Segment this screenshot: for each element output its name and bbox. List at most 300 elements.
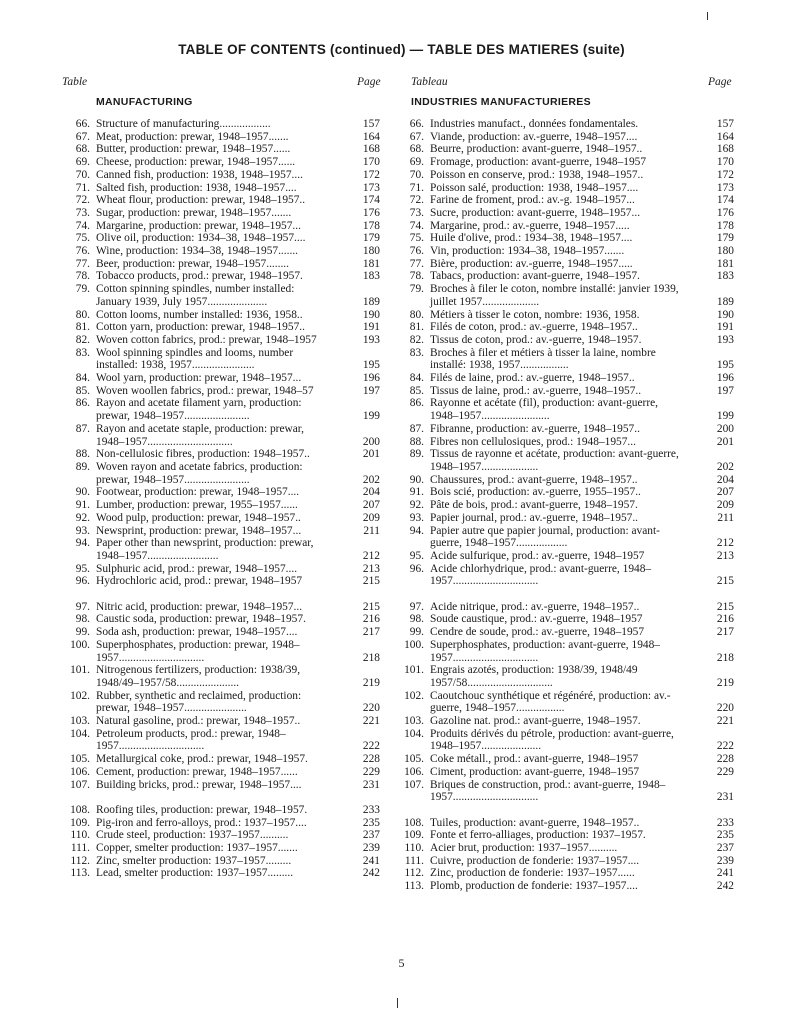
entry-title: Acier brut, production: 1937–1957..........: [430, 842, 618, 855]
left-toc-entry: [62, 639, 380, 664]
right-toc-entry: [396, 321, 734, 334]
entry-title: Cuivre, production de fonderie: 1937–1957....: [430, 854, 640, 867]
page-reference: 189: [716, 295, 734, 308]
page-reference: 181: [716, 257, 734, 270]
right-toc-entry: [396, 867, 734, 880]
page-reference: 181: [362, 257, 380, 270]
table-number: 109.: [404, 829, 424, 842]
left-toc-entry: [62, 575, 380, 588]
page-reference: 195: [716, 359, 734, 372]
page-reference: 239: [716, 854, 734, 867]
page-reference: 212: [716, 537, 734, 550]
entry-title: Metallurgical coke, prod.: prewar, 1948–1957.: [96, 753, 308, 766]
entry-title: Pâte de bois, prod.: avant-guerre, 1948–1957.: [430, 499, 638, 512]
table-number: 92.: [409, 499, 424, 512]
left-toc-entry: [62, 220, 380, 233]
table-number: 70.: [75, 168, 90, 181]
page-reference: 215: [716, 600, 734, 613]
table-number: 74.: [75, 219, 90, 232]
left-toc-entry: [62, 207, 380, 220]
entry-title: Sucre, production: avant-guerre, 1948–1957...: [430, 206, 641, 219]
right-toc-entry: [396, 766, 734, 779]
page-reference: 168: [362, 143, 380, 156]
right-section-heading: INDUSTRIES MANUFACTURIERES: [411, 96, 591, 108]
table-number: 97.: [75, 600, 90, 613]
entry-title: Produits dérivés du pétrole, production: avant-guerre, 1948–1957.....................: [430, 727, 674, 753]
entry-title: Lumber, production: prewar, 1955–1957......: [96, 499, 298, 512]
entry-title: Margarine, prod.: av.-guerre, 1948–1957.....: [430, 219, 630, 232]
left-toc-entry: [62, 194, 380, 207]
entry-title: Lead, smelter production: 1937–1957.........: [96, 867, 294, 880]
table-number: 105.: [404, 753, 424, 766]
page-reference: 200: [362, 435, 380, 448]
entry-title: Briques de construction, prod.: avant-guerre, 1948–1957..............................: [430, 778, 666, 804]
table-number: 87.: [75, 422, 90, 435]
right-toc-entry: [396, 436, 734, 449]
page-reference: 221: [716, 715, 734, 728]
page-reference: 164: [716, 130, 734, 143]
table-number: 113.: [404, 880, 424, 893]
entry-title: Filés de coton, prod.: av.-guerre, 1948–1957..: [430, 321, 638, 334]
entry-title: Tissus de coton, prod.: av.-guerre, 1948–1957.: [430, 333, 642, 346]
left-toc-entry: [62, 309, 380, 322]
page-reference: 229: [716, 765, 734, 778]
page-reference: 241: [716, 867, 734, 880]
left-toc-entry: [62, 867, 380, 880]
entry-title: Zinc, production de fonderie: 1937–1957......: [430, 867, 635, 880]
left-toc-entry: [62, 842, 380, 855]
table-number: 103.: [404, 715, 424, 728]
page-reference: 229: [362, 765, 380, 778]
page-reference: 174: [362, 194, 380, 207]
page-reference: 193: [362, 333, 380, 346]
table-number: 90.: [409, 473, 424, 486]
table-number: 69.: [75, 156, 90, 169]
table-number: 73.: [75, 206, 90, 219]
entry-title: Broches à filer et métiers à tisser la laine, nombre installé: 1938, 1957.................: [430, 346, 656, 372]
entry-title: Beurre, production: avant-guerre, 1948–1957..: [430, 143, 643, 156]
page-reference: 204: [362, 486, 380, 499]
entry-title: Soude caustique, prod.: av.-guerre, 1948–1957: [430, 613, 643, 626]
left-toc-entry: [62, 779, 380, 792]
table-number: 91.: [409, 486, 424, 499]
right-toc-entry: [396, 131, 734, 144]
entry-title: Rayon and acetate staple, production: prewar, 1948–1957..............................: [96, 422, 304, 448]
page-reference: 219: [362, 676, 380, 689]
entry-title: Gazoline nat. prod.: avant-guerre, 1948–1957.: [430, 715, 641, 728]
left-page-header: Page: [357, 76, 381, 88]
entry-title: Bois scié, production: av.-guerre, 1955–1957..: [430, 486, 641, 499]
page-reference: 157: [362, 118, 380, 130]
right-toc-entry: [396, 156, 734, 169]
table-number: 85.: [409, 384, 424, 397]
table-number: 101.: [70, 664, 90, 677]
table-number: 72.: [75, 194, 90, 207]
page-reference: 201: [716, 435, 734, 448]
page-reference: 173: [362, 181, 380, 194]
table-number: 104.: [404, 727, 424, 740]
table-number: 107.: [404, 778, 424, 791]
table-number: 91.: [75, 499, 90, 512]
table-number: 102.: [404, 689, 424, 702]
page-reference: 197: [716, 384, 734, 397]
table-number: 95.: [75, 562, 90, 575]
table-number: 105.: [70, 753, 90, 766]
right-toc-entry: [396, 842, 734, 855]
entry-title: Papier autre que papier journal, production: avant-guerre, 1948–1957..................: [430, 524, 660, 550]
right-toc-entry: [396, 829, 734, 842]
table-number: 99.: [409, 626, 424, 639]
page-reference: 190: [362, 308, 380, 321]
left-toc-entry: [62, 131, 380, 144]
table-number: 67.: [409, 130, 424, 143]
right-table-header: Tableau: [411, 76, 448, 88]
entry-title: Paper other than newsprint, production: prewar, 1948–1957.........................: [96, 537, 314, 562]
page-reference: 216: [362, 613, 380, 626]
table-number: 71.: [75, 181, 90, 194]
right-toc-entry: [396, 601, 734, 614]
left-toc-entry: [62, 486, 380, 499]
entry-title: Broches à filer le coton, nombre installé: janvier 1939, juillet 1957....................: [430, 283, 679, 308]
page-reference: 211: [717, 511, 734, 524]
entry-title: Petroleum products, prod.: prewar, 1948–1957..............................: [96, 727, 286, 753]
entry-title: Pig-iron and ferro-alloys, prod.: 1937–1957....: [96, 816, 307, 829]
table-number: 97.: [409, 600, 424, 613]
left-toc-entry: [62, 766, 380, 779]
entry-title: Cotton spinning spindles, number installed: January 1939, July 1957.....................: [96, 283, 295, 308]
table-number: 79.: [409, 283, 424, 296]
page-reference: 200: [716, 422, 734, 435]
entry-title: Coke métall., prod.: avant-guerre, 1948–1957: [430, 753, 639, 766]
entry-title: Viande, production: av.-guerre, 1948–1957....: [430, 130, 638, 143]
table-number: 80.: [75, 308, 90, 321]
left-toc-entry: [62, 334, 380, 347]
page-reference: 196: [362, 372, 380, 385]
page-reference: 196: [716, 372, 734, 385]
page-reference: 215: [362, 575, 380, 588]
table-number: 76.: [409, 245, 424, 258]
entry-title: Filés de laine, prod.: av.-guerre, 1948–1957..: [430, 372, 635, 385]
right-toc-entry: [396, 245, 734, 258]
table-number: 100.: [70, 638, 90, 651]
table-number: 66.: [409, 118, 424, 130]
entry-title: Engrais azotés, production: 1938/39, 1948/49 1957/58..............................: [430, 664, 638, 689]
table-number: 98.: [409, 613, 424, 626]
table-number: 86.: [409, 397, 424, 410]
table-number: 110.: [70, 829, 90, 842]
left-toc-entry: [62, 283, 380, 308]
page-reference: 215: [362, 600, 380, 613]
entry-title: Woven woollen fabrics, prod.: prewar, 1948–57: [96, 384, 314, 397]
table-number: 92.: [75, 511, 90, 524]
right-toc-entry: [396, 169, 734, 182]
table-number: 76.: [75, 245, 90, 258]
right-toc-entry: [396, 448, 734, 473]
entry-title: Cement, production: prewar, 1948–1957......: [96, 765, 298, 778]
right-toc-entry: [396, 486, 734, 499]
left-toc-entry: [62, 156, 380, 169]
entry-title: Bière, production: av.-guerre, 1948–1957.....: [430, 257, 633, 270]
page-reference: 207: [362, 499, 380, 512]
page-reference: 172: [362, 168, 380, 181]
table-number: 93.: [409, 511, 424, 524]
page-reference: 199: [716, 410, 734, 423]
table-number: 99.: [75, 626, 90, 639]
entry-title: Wool yarn, production: prewar, 1948–1957...: [96, 372, 302, 385]
left-toc-entry: [62, 397, 380, 422]
page-reference: 222: [716, 740, 734, 753]
left-toc-entry: [62, 537, 380, 562]
entry-title: Superphosphates, production: avant-guerre, 1948–1957..............................: [430, 638, 660, 664]
table-number: 94.: [409, 524, 424, 537]
page-reference: 172: [716, 168, 734, 181]
page-reference: 191: [716, 321, 734, 334]
entry-title: Wine, production: 1934–38, 1948–1957.......: [96, 245, 299, 258]
table-number: 73.: [409, 206, 424, 219]
page-reference: 220: [362, 702, 380, 715]
left-toc-entry: [62, 804, 380, 817]
table-number: 75.: [75, 232, 90, 245]
table-number: 83.: [409, 346, 424, 359]
page-reference: 176: [716, 206, 734, 219]
page-reference: 170: [362, 156, 380, 169]
entry-title: Wood pulp, production: prewar, 1948–1957..: [96, 511, 301, 524]
left-toc-entry: [62, 258, 380, 271]
table-number: 93.: [75, 524, 90, 537]
right-toc-entry: [396, 258, 734, 271]
page-reference: 215: [716, 575, 734, 588]
page-reference: 213: [716, 549, 734, 562]
entry-title: Tissus de laine, prod.: av.-guerre, 1948–1957..: [430, 384, 642, 397]
right-toc-entry: [396, 880, 734, 893]
right-toc-entry: [396, 690, 734, 715]
table-number: 80.: [409, 308, 424, 321]
entry-title: Tabacs, production: avant-guerre, 1948–1957.: [430, 270, 640, 283]
left-toc-entry: [62, 690, 380, 715]
table-number: 90.: [75, 486, 90, 499]
right-toc-entry: [396, 728, 734, 753]
entry-title: Wool spinning spindles and looms, number installed: 1938, 1957......................: [96, 346, 294, 372]
page-reference: 220: [716, 702, 734, 715]
table-number: 87.: [409, 422, 424, 435]
entry-title: Sulphuric acid, prod.: prewar, 1948–1957....: [96, 562, 298, 575]
table-number: 110.: [404, 842, 424, 855]
table-number: 89.: [409, 448, 424, 461]
right-toc-entry: [396, 474, 734, 487]
right-toc-entry: [396, 270, 734, 283]
page-reference: 199: [362, 410, 380, 423]
entry-title: Acide nitrique, prod.: av.-guerre, 1948–1957..: [430, 600, 640, 613]
table-number: 75.: [409, 232, 424, 245]
table-number: 96.: [409, 562, 424, 575]
table-number: 108.: [70, 803, 90, 816]
table-number: 100.: [404, 638, 424, 651]
right-toc-entry: [396, 194, 734, 207]
page-reference: 228: [362, 753, 380, 766]
page-reference: 207: [716, 486, 734, 499]
table-number: 108.: [404, 816, 424, 829]
page-reference: 164: [362, 130, 380, 143]
right-toc-entry: [396, 715, 734, 728]
page-reference: 195: [362, 359, 380, 372]
table-number: 67.: [75, 130, 90, 143]
entry-title: Woven cotton fabrics, prod.: prewar, 1948–1957: [96, 333, 317, 346]
entry-title: Woven rayon and acetate fabrics, production: prewar, 1948–1957.......................: [96, 460, 303, 486]
page-reference: 202: [716, 460, 734, 473]
page-reference: 219: [716, 676, 734, 689]
left-toc-entry: [62, 753, 380, 766]
entry-title: Farine de froment, prod.: av.-g. 1948–1957...: [430, 194, 635, 207]
table-number: 89.: [75, 460, 90, 473]
entry-title: Fibres non cellulosiques, prod.: 1948–1957...: [430, 435, 636, 448]
right-page-header: Page: [708, 76, 732, 88]
entry-title: Fibranne, production: av.-guerre, 1948–1957..: [430, 422, 640, 435]
entry-title: Newsprint, production: prewar, 1948–1957...: [96, 524, 302, 537]
page-reference: 233: [362, 803, 380, 816]
page-reference: 213: [362, 562, 380, 575]
table-number: 84.: [75, 372, 90, 385]
page-reference: 218: [716, 651, 734, 664]
table-number: 82.: [409, 333, 424, 346]
table-number: 71.: [409, 181, 424, 194]
entry-title: Plomb, production de fonderie: 1937–1957....: [430, 880, 638, 893]
right-toc-entry: [396, 499, 734, 512]
page-reference: 201: [362, 448, 380, 461]
entry-title: Nitrogenous fertilizers, production: 1938/39, 1948/49–1957/58......................: [96, 664, 301, 689]
table-number: 111.: [404, 854, 424, 867]
entry-title: Caoutchouc synthétique et régénéré, production: av.-guerre, 1948–1957.................: [430, 689, 671, 715]
table-number: 81.: [409, 321, 424, 334]
page-reference: 191: [362, 321, 380, 334]
entry-title: Footwear, production: prewar, 1948–1957....: [96, 486, 300, 499]
right-toc-entry: [396, 563, 734, 588]
right-toc-entry: [396, 143, 734, 156]
left-toc-entry: [62, 626, 380, 639]
right-toc-entry: [396, 182, 734, 195]
entry-title: Acide chlorhydrique, prod.: avant-guerre, 1948–1957..............................: [430, 562, 652, 588]
page-reference: 183: [362, 270, 380, 283]
left-toc-entry: [62, 372, 380, 385]
page-reference: 242: [716, 880, 734, 893]
right-toc-entry: [396, 512, 734, 525]
left-toc-entry: [62, 143, 380, 156]
left-toc-entry: [62, 232, 380, 245]
page-reference: 209: [716, 499, 734, 512]
page-title: TABLE OF CONTENTS (continued) — TABLE DES MATIERES (suite): [178, 42, 625, 57]
left-toc-entry: [62, 829, 380, 842]
left-toc-entry: [62, 169, 380, 182]
entry-title: Roofing tiles, production: prewar, 1948–1957.: [96, 803, 308, 816]
entry-title: Chaussures, prod.: avant-guerre, 1948–1957..: [430, 473, 638, 486]
table-number: 109.: [70, 816, 90, 829]
right-toc-entry: [396, 664, 734, 689]
page-reference: 233: [716, 816, 734, 829]
right-toc-entry: [396, 525, 734, 550]
page-reference: 217: [362, 626, 380, 639]
table-number: 94.: [75, 537, 90, 550]
page-reference: 204: [716, 473, 734, 486]
left-toc-entry: [62, 385, 380, 398]
page-reference: 211: [363, 524, 380, 537]
left-toc-entry: [62, 245, 380, 258]
right-toc-entry: [396, 385, 734, 398]
left-toc-entry: [62, 715, 380, 728]
table-number: 78.: [409, 270, 424, 283]
page-reference: 212: [362, 549, 380, 562]
page-reference: 180: [362, 245, 380, 258]
left-toc-entry: [62, 728, 380, 753]
left-toc-entry: [62, 664, 380, 689]
left-column-english: [62, 118, 380, 880]
page-reference: 189: [362, 295, 380, 308]
table-number: 111.: [70, 842, 90, 855]
left-toc-entry: [62, 563, 380, 576]
entry-title: Structure of manufacturing..................: [96, 118, 271, 130]
page-reference: 228: [716, 753, 734, 766]
entry-title: Wheat flour, production: prewar, 1948–1957..: [96, 194, 306, 207]
entry-title: Copper, smelter production: 1937–1957.......: [96, 842, 298, 855]
left-toc-entry: [62, 499, 380, 512]
left-toc-entry: [62, 270, 380, 283]
entry-title: Poisson en conserve, prod.: 1938, 1948–1957..: [430, 168, 644, 181]
entry-title: Rayonne et acétate (fil), production: avant-guerre, 1948–1957........................: [430, 397, 659, 423]
right-toc-entry: [396, 423, 734, 436]
table-number: 112.: [70, 854, 90, 867]
right-toc-entry: [396, 347, 734, 372]
table-number: 79.: [75, 283, 90, 296]
entry-title: Crude steel, production: 1937–1957..........: [96, 829, 289, 842]
entry-title: Vin, production: 1934–38, 1948–1957.......: [430, 245, 625, 258]
table-number: 74.: [409, 219, 424, 232]
entry-title: Acide sulfurique, prod.: av.-guerre, 1948–1957: [430, 549, 645, 562]
right-column-french: [396, 118, 734, 893]
table-number: 77.: [75, 257, 90, 270]
right-toc-entry: [396, 118, 734, 131]
right-toc-entry: [396, 779, 734, 804]
entry-title: Olive oil, production: 1934–38, 1948–1957....: [96, 232, 306, 245]
table-number: 77.: [409, 257, 424, 270]
table-number: 101.: [404, 664, 424, 677]
left-toc-entry: [62, 613, 380, 626]
entry-title: Margarine, production: prewar, 1948–1957...: [96, 219, 301, 232]
entry-title: Tobacco products, prod.: prewar, 1948–1957.: [96, 270, 303, 283]
page-reference: 237: [716, 842, 734, 855]
page-reference: 222: [362, 740, 380, 753]
page-reference: 209: [362, 511, 380, 524]
entry-title: Hydrochloric acid, prod.: prewar, 1948–1957: [96, 575, 303, 588]
right-toc-entry: [396, 753, 734, 766]
left-toc-entry: [62, 817, 380, 830]
page-reference: 239: [362, 842, 380, 855]
table-number: 98.: [75, 613, 90, 626]
right-toc-entry: [396, 232, 734, 245]
right-toc-entry: [396, 334, 734, 347]
page-reference: 193: [716, 333, 734, 346]
left-toc-entry: [62, 461, 380, 486]
page-reference: 241: [362, 854, 380, 867]
entry-title: Cheese, production: prewar, 1948–1957......: [96, 156, 296, 169]
left-toc-entry: [62, 347, 380, 372]
table-number: 102.: [70, 689, 90, 702]
table-number: 83.: [75, 346, 90, 359]
entry-title: Sugar, production: prewar, 1948–1957.......: [96, 206, 292, 219]
entry-title: Rubber, synthetic and reclaimed, production: prewar, 1948–1957......................: [96, 689, 302, 715]
scan-mark: [707, 12, 708, 20]
left-toc-entry: [62, 601, 380, 614]
entry-title: Industries manufact., données fondamentales.: [430, 118, 639, 130]
right-toc-entry: [396, 855, 734, 868]
page-reference: 237: [362, 829, 380, 842]
